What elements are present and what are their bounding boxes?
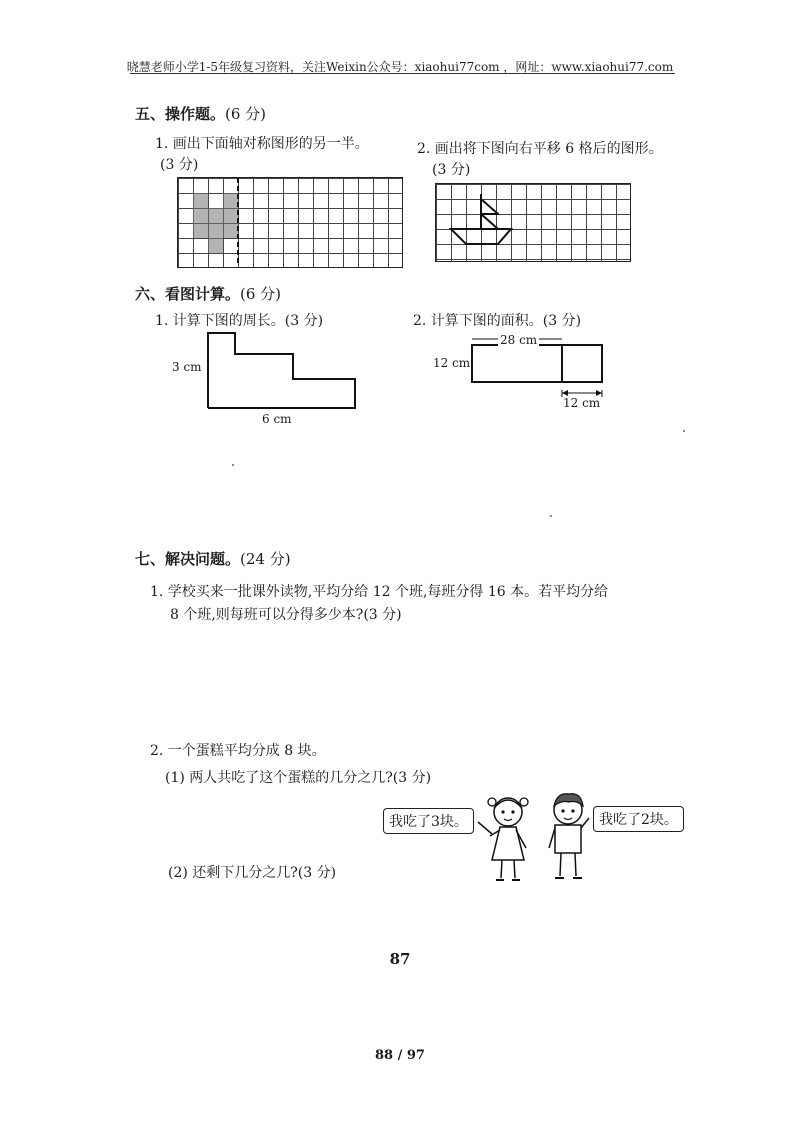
section-5-heading: [135, 103, 266, 124]
section-7-q1-line1: 1. 学校买来一批课外读物,平均分给 12 个班,每班分得 16 本。若平均分给: [150, 584, 609, 600]
scan-speck: [550, 515, 552, 517]
section-7-q2-sub2: (2) 还剩下几分之几?(3 分): [168, 865, 337, 881]
half-figure: [178, 178, 401, 266]
scan-speck: [232, 464, 234, 466]
half-figure-shaded-cells: [193, 193, 238, 253]
staircase-height-label: 3 cm: [172, 360, 202, 374]
girl-illustration: [470, 790, 540, 885]
page-header-text: 晓慧老师小学1-5年级复习资料，关注Weixin公众号：xiaohui77com ，网址：www.xiaohui77.com: [126, 60, 674, 74]
girl-speech-bubble: 我吃了3块。: [383, 808, 474, 834]
section-7-points: (24 分): [240, 550, 291, 568]
section-5-points: (6 分): [225, 105, 267, 123]
area-extra-label: 12 cm: [563, 396, 601, 410]
page-number: 87: [389, 950, 411, 968]
area-right-rectangle: [562, 345, 602, 382]
section-6-q1-text: 1. 计算下图的周长。(3 分): [155, 313, 324, 329]
section-7-q2-text: 2. 一个蛋糕平均分成 8 块。: [150, 743, 326, 759]
section-6-q2-text: 2. 计算下图的面积。(3 分): [413, 313, 582, 329]
sailboat-figure: [436, 184, 629, 260]
symmetry-grid: [177, 177, 403, 268]
section-5-q1-text: 1. 画出下面轴对称图形的另一半。: [155, 136, 369, 152]
section-7-q2-sub1: (1) 两人共吃了这个蛋糕的几分之几?(3 分): [165, 770, 432, 786]
section-5-q1-points: (3 分): [160, 157, 199, 173]
area-height-label: 12 cm: [433, 356, 471, 370]
section-5-q2-points: (3 分): [432, 162, 471, 178]
boy-speech-bubble: 我吃了2块。: [593, 806, 684, 832]
boy-illustration: [543, 788, 598, 883]
translation-grid: [435, 183, 631, 262]
section-6-heading: [135, 283, 281, 304]
section-5-title: 五、操作题。: [135, 105, 226, 123]
section-5-q2-text: 2. 画出将下图向右平移 6 格后的图形。: [417, 141, 663, 157]
section-7-heading: [135, 548, 291, 569]
staircase-width-label: 6 cm: [262, 412, 292, 426]
section-6-title: 六、看图计算。: [135, 285, 241, 303]
section-7-q1-line2: 8 个班,则每班可以分得多少本?(3 分): [170, 607, 402, 623]
section-7-title: 七、解决问题。: [135, 550, 241, 568]
section-6-points: (6 分): [240, 285, 282, 303]
scan-speck: [683, 430, 685, 432]
area-length-label: 28 cm: [500, 333, 538, 347]
area-left-rectangle: [472, 345, 562, 382]
staircase-figure: [205, 330, 365, 410]
page-count: 88 / 97: [375, 1048, 425, 1063]
header-divider: [130, 73, 675, 74]
